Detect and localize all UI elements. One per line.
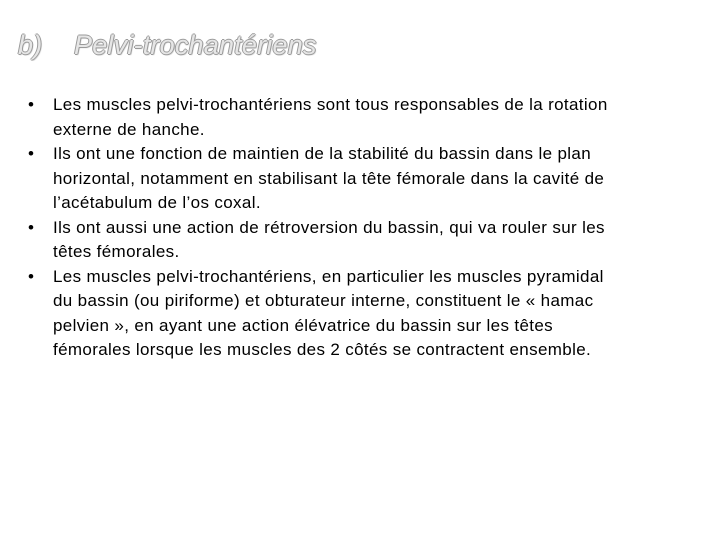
bullet-item (28, 93, 628, 142)
bullet-item (28, 216, 628, 265)
bullet-icon: • (28, 144, 35, 163)
bullet-text: Ils ont aussi une action de rétroversion du bassin, qui va rouler sur les têtes fémorales. (53, 217, 605, 261)
bullet-text: Les muscles pelvi-trochantériens, en particulier les muscles pyramidal du bassin (ou piriforme) et obturateur interne, constituent le « hamac pelvien », en ayant une action élévatrice du bassin sur les têtes fémorales lorsque les muscles des 2 côtés se contractent ensemble. (53, 266, 604, 359)
bullet-text: Les muscles pelvi-trochantériens sont tous responsables de la rotation externe de hanche. (53, 95, 608, 139)
bullet-item (28, 142, 628, 216)
bullet-list (28, 93, 628, 363)
bullet-text: Ils ont une fonction de maintien de la stabilité du bassin dans le plan horizontal, notamment en stabilisant la tête fémorale dans la cavité de l’acétabulum de l’os coxal. (53, 144, 605, 212)
slide-title (18, 30, 317, 61)
bullet-icon: • (28, 217, 35, 237)
section-number: b) (18, 30, 43, 60)
bullet-icon: • (28, 95, 35, 114)
bullet-item (28, 265, 628, 363)
bullet-icon: • (28, 266, 35, 286)
section-title: Pelvi-trochantériens (74, 30, 317, 60)
